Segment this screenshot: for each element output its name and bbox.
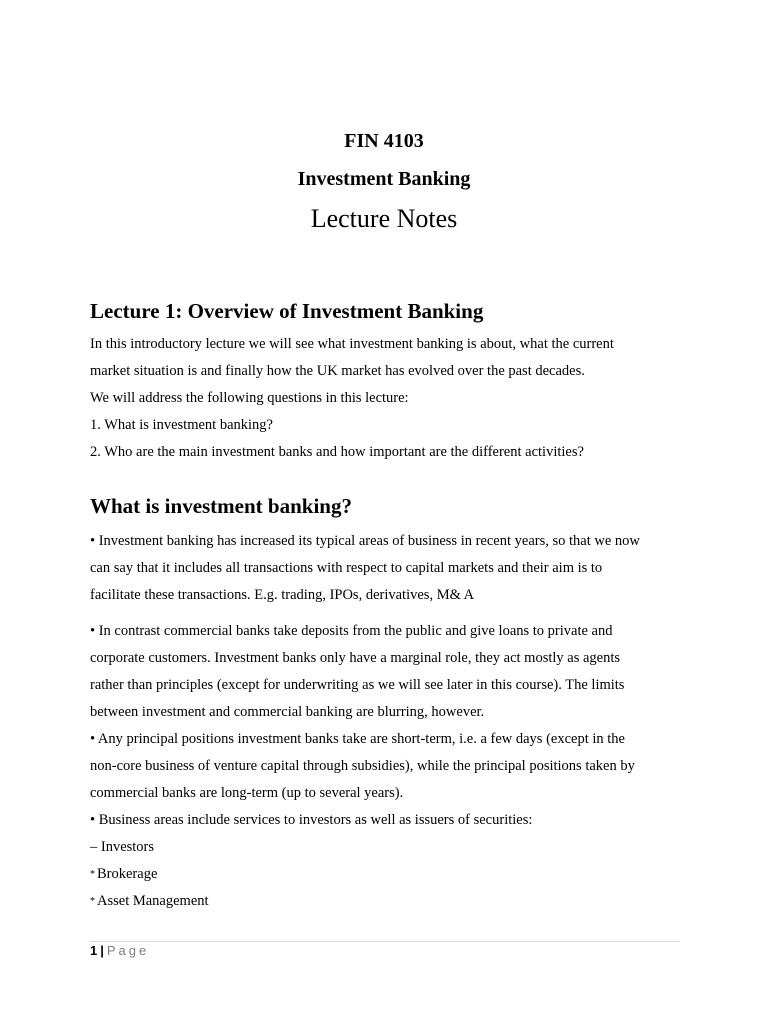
footer-separator: |	[100, 943, 104, 958]
intro-line: We will address the following questions in this lecture:	[90, 390, 409, 406]
star-bullet-icon: *	[90, 869, 95, 880]
body-line: facilitate these transactions. E.g. trading, IPOs, derivatives, M& A	[90, 587, 475, 603]
page-number: 1	[90, 943, 98, 958]
course-code: FIN 4103	[344, 130, 424, 152]
page-label: Page	[106, 943, 150, 958]
course-name: Investment Banking	[297, 168, 471, 190]
body-line: • In contrast commercial banks take deposits from the public and give loans to private and	[90, 623, 613, 639]
lecture-heading: Lecture 1: Overview of Investment Banking	[90, 299, 484, 323]
bullet-paragraph	[90, 528, 690, 609]
question-item: 1. What is investment banking?	[90, 417, 273, 433]
body-line: • Investment banking has increased its typical areas of business in recent years, so that we now	[90, 533, 640, 549]
intro-paragraph	[90, 331, 690, 466]
page-footer	[90, 943, 149, 958]
body-line: rather than principles (except for underwriting as we will see later in this course). The limits	[90, 677, 625, 693]
sub-list-item	[90, 888, 690, 915]
body-paragraphs	[90, 618, 690, 915]
star-bullet-icon: *	[90, 896, 95, 907]
sub-list-item-label: Asset Management	[97, 893, 209, 909]
section-heading: What is investment banking?	[90, 494, 352, 518]
footer-divider	[90, 941, 680, 942]
body-line: • Any principal positions investment banks take are short-term, i.e. a few days (except in the	[90, 731, 625, 747]
body-line: – Investors	[90, 839, 155, 855]
body-line: • Business areas include services to investors as well as issuers of securities:	[90, 812, 533, 828]
question-item: 2. Who are the main investment banks and how important are the different activities?	[90, 444, 584, 460]
body-line: non-core business of venture capital through subsidies), while the principal positions taken by	[90, 758, 635, 774]
sub-list-item	[90, 861, 690, 888]
body-line: between investment and commercial banking are blurring, however.	[90, 704, 485, 720]
document-type-title: Lecture Notes	[310, 204, 458, 233]
intro-line: In this introductory lecture we will see what investment banking is about, what the current	[90, 336, 614, 352]
intro-line: market situation is and finally how the UK market has evolved over the past decades.	[90, 363, 585, 379]
body-line: can say that it includes all transactions with respect to capital markets and their aim is to	[90, 560, 603, 576]
sub-list-item-label: Brokerage	[97, 866, 158, 882]
body-line: commercial banks are long-term (up to several years).	[90, 785, 404, 801]
body-line: corporate customers. Investment banks only have a marginal role, they act mostly as agents	[90, 650, 621, 666]
